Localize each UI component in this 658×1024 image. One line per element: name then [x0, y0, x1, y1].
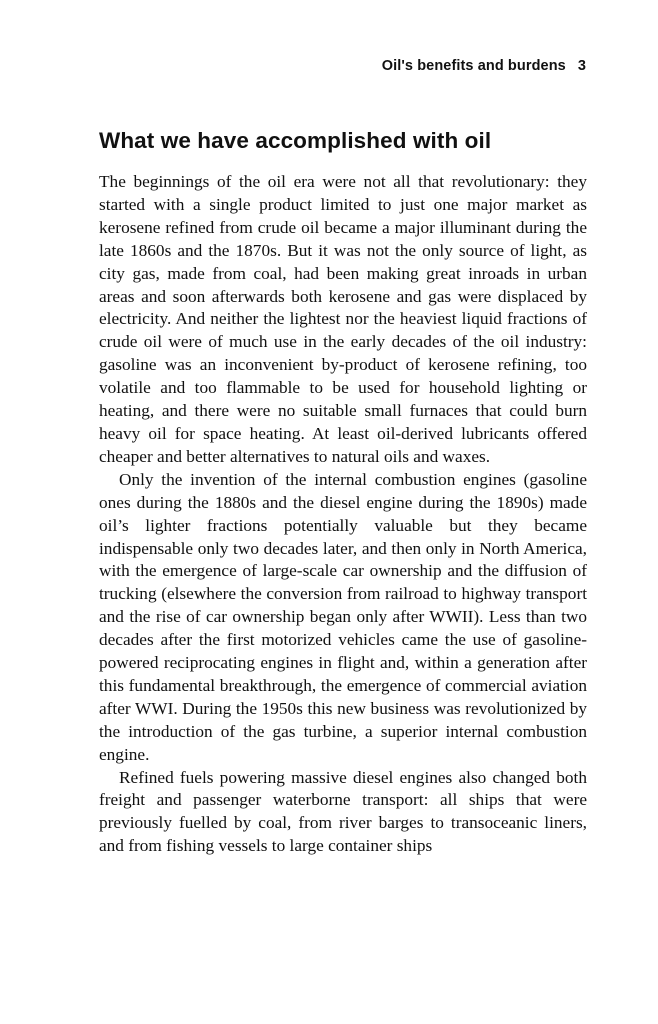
- paragraph-1: The beginnings of the oil era were not all that revolutionary: they started with a single product limited to just one major market as kerosene refined from crude oil became a major illuminant during the late 1860s and the 1870s. But it was not the only source of light, as city gas, made from coal, had been making great inroads in urban areas and soon afterwards both kerosene and gas were displaced by electricity. And neither the lightest nor the heaviest liquid fractions of crude oil were of much use in the early decades of the oil industry: gasoline was an inconvenient by-product of kerosene refining, too volatile and too flammable to be used for household lighting or heating, and there were no suitable small furnaces that could burn heavy oil for space heating. At least oil-derived lubricants offered cheaper and better alternatives to natural oils and waxes.: [99, 172, 587, 466]
- page-number: 3: [577, 58, 586, 74]
- paragraph-2: Only the invention of the internal combustion engines (gasoline ones during the 1880s and the diesel engine during the 1890s) made oil’s lighter fractions potentially valuable but they became indispensable only two decades later, and then only in North America, with the emergence of large-scale car ownership and the diffusion of trucking (elsewhere the conversion from railroad to highway transport and the rise of car ownership began only after WWII). Less than two decades after the first motorized vehicles came the use of gasoline-powered reciprocating engines in flight and, within a generation after this fundamental breakthrough, the emergence of commercial aviation after WWI. During the 1950s this new business was revolutionized by the introduction of the gas turbine, a superior internal combustion engine.: [99, 469, 587, 764]
- section-heading: What we have accomplished with oil: [99, 128, 492, 153]
- running-header: [382, 58, 586, 74]
- body-text: [99, 171, 587, 858]
- paragraph-3: Refined fuels powering massive diesel engines also changed both freight and passenger waterborne transport: all ships that were previously fuelled by coal, from river barges to transoceanic liners, and from fishing vessels to large container ships: [99, 767, 587, 856]
- running-title: Oil's benefits and burdens: [381, 58, 566, 74]
